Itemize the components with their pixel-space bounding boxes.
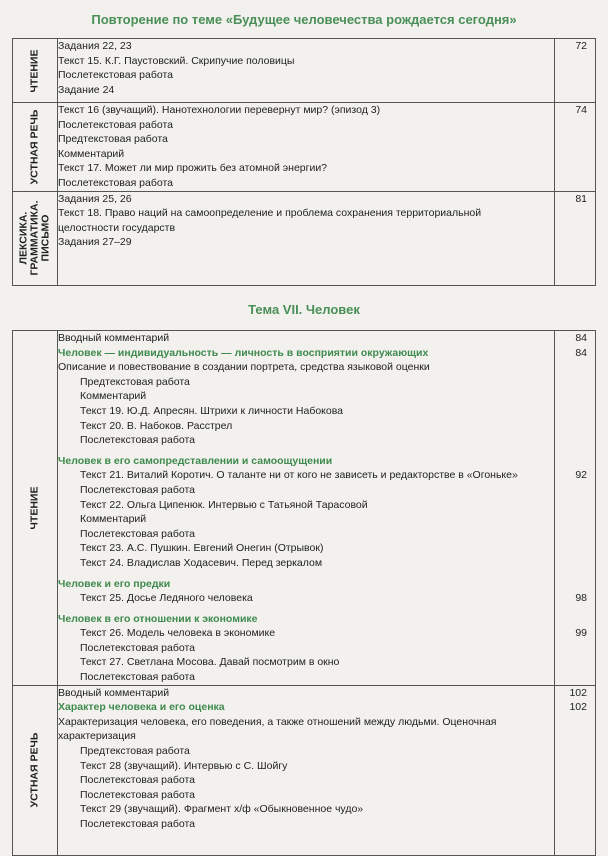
page-number: 99 bbox=[575, 627, 587, 640]
page-number: 92 bbox=[575, 469, 587, 482]
toc-entry: Послетекстовая работа bbox=[80, 788, 196, 801]
toc-entry: Задания 25, 26 bbox=[58, 192, 132, 205]
toc-entry: Предтекстовая работа bbox=[80, 745, 190, 758]
block-label-cell bbox=[13, 103, 58, 192]
toc-entry: Характеризация человека, его поведения, а также отношений между людьми. Оценочная bbox=[58, 715, 497, 728]
toc-entry: Послетекстовая работа bbox=[80, 434, 196, 447]
toc-entry: Текст 20. В. Набоков. Расстрел bbox=[80, 419, 233, 432]
toc-entry: Текст 25. Досье Ледяного человека bbox=[80, 592, 253, 605]
block-label: УСТНАЯ РЕЧЬ bbox=[28, 732, 41, 808]
section-title-theme7: Тема VII. Человек bbox=[248, 302, 360, 317]
toc-entry: Предтекстовая работа bbox=[80, 375, 190, 388]
page-number: 102 bbox=[569, 686, 587, 699]
toc-entry: Комментарий bbox=[58, 147, 125, 160]
toc-subsection-heading: Человек в его отношении к экономике bbox=[58, 612, 258, 625]
toc-subsection-heading: Человек и его предки bbox=[58, 577, 171, 590]
page-numbers bbox=[555, 39, 596, 103]
toc-entry: характеризация bbox=[58, 730, 136, 743]
toc-entry: Комментарий bbox=[80, 513, 147, 526]
page-numbers bbox=[555, 685, 596, 855]
page-numbers bbox=[555, 103, 596, 192]
toc-entry: Вводный комментарий bbox=[58, 332, 170, 344]
page-numbers bbox=[555, 331, 596, 686]
toc-entry: Текст 26. Модель человека в экономике bbox=[80, 627, 276, 640]
block-label-cell bbox=[13, 39, 58, 103]
page-numbers bbox=[555, 191, 596, 285]
block-label-cell bbox=[13, 331, 58, 686]
toc-entry: целостности государств bbox=[58, 221, 176, 234]
toc-entry: Текст 21. Виталий Коротич. О таланте ни от кого не зависеть и редакторстве в «Огоньке» bbox=[80, 469, 518, 482]
toc-subsection-heading: Характер человека и его оценка bbox=[58, 701, 225, 714]
toc-table-theme7 bbox=[12, 330, 596, 856]
block-label-cell bbox=[13, 191, 58, 285]
toc-entry: Текст 28 (звучащий). Интервью с С. Шойгу bbox=[80, 759, 288, 772]
toc-table-review bbox=[12, 38, 596, 286]
block-content bbox=[58, 39, 555, 103]
page-number: 81 bbox=[575, 192, 587, 205]
toc-entry: Задания 27–29 bbox=[58, 236, 132, 249]
page-number: 74 bbox=[575, 104, 587, 116]
toc-entry: Текст 17. Может ли мир прожить без атомной энергии? bbox=[58, 162, 328, 175]
toc-block-reading bbox=[13, 39, 596, 103]
toc-entry: Описание и повествование в создании портрета, средства языковой оценки bbox=[58, 361, 430, 374]
toc-entry: Послетекстовая работа bbox=[80, 527, 196, 540]
toc-entry: Комментарий bbox=[80, 390, 147, 403]
block-content bbox=[58, 191, 555, 285]
block-label: ЧТЕНИЕ bbox=[28, 49, 41, 92]
block-content bbox=[58, 685, 555, 855]
toc-entry: Текст 24. Владислав Ходасевич. Перед зеркалом bbox=[80, 556, 323, 569]
toc-entry: Задания 22, 23 bbox=[58, 40, 132, 52]
toc-entry: Текст 18. Право наций на самоопределение и проблема сохранения территориальной bbox=[58, 207, 482, 220]
toc-subsection-heading: Человек — индивидуальность — личность в восприятии окружающих bbox=[58, 346, 429, 359]
toc-block-lexis bbox=[13, 191, 596, 285]
toc-entry: Текст 19. Ю.Д. Апресян. Штрихи к личности Набокова bbox=[80, 404, 344, 417]
block-label: ЧТЕНИЕ bbox=[28, 486, 41, 530]
toc-entry: Задание 24 bbox=[58, 83, 115, 96]
toc-entry: Текст 29 (звучащий). Фрагмент х/ф «Обыкновенное чудо» bbox=[80, 803, 364, 816]
page-number: 98 bbox=[575, 592, 587, 605]
section-title-review: Повторение по теме «Будущее человечества рождается сегодня» bbox=[91, 12, 517, 27]
toc-entry: Текст 22. Ольга Ципенюк. Интервью с Татьяной Тарасовой bbox=[80, 498, 368, 511]
toc-block-speech bbox=[13, 103, 596, 192]
page-number: 84 bbox=[575, 346, 587, 359]
toc-entry: Предтекстовая работа bbox=[58, 133, 168, 146]
block-content bbox=[58, 331, 555, 686]
toc-entry: Текст 15. К.Г. Паустовский. Скрипучие половицы bbox=[58, 54, 295, 67]
block-label: УСТНАЯ РЕЧЬ bbox=[28, 109, 41, 185]
block-label-cell bbox=[13, 685, 58, 855]
toc-entry: Послетекстовая работа bbox=[58, 118, 174, 131]
toc-entry: Послетекстовая работа bbox=[80, 774, 196, 787]
toc-entry: Послетекстовая работа bbox=[80, 671, 196, 684]
toc-entry: Послетекстовая работа bbox=[80, 818, 196, 830]
page-number: 102 bbox=[569, 701, 587, 714]
toc-entry: Послетекстовая работа bbox=[80, 641, 196, 654]
toc-entry: Послетекстовая работа bbox=[58, 176, 174, 189]
block-content bbox=[58, 103, 555, 192]
toc-block-speech bbox=[13, 685, 596, 855]
toc-entry: Послетекстовая работа bbox=[80, 483, 196, 496]
block-label: ЛЕКСИКА. ГРАММАТИКА. ПИСЬМО bbox=[17, 200, 52, 276]
toc-entry: Текст 27. Светлана Мосова. Давай посмотрим в окно bbox=[80, 656, 340, 669]
toc-block-reading bbox=[13, 331, 596, 686]
toc-entry: Текст 23. А.С. Пушкин. Евгений Онегин (Отрывок) bbox=[80, 542, 324, 555]
toc-entry: Вводный комментарий bbox=[58, 686, 170, 699]
page-number: 84 bbox=[575, 332, 587, 344]
toc-entry: Текст 16 (звучащий). Нанотехнологии перевернут мир? (эпизод 3) bbox=[58, 104, 381, 116]
page-number: 72 bbox=[575, 40, 587, 52]
toc-entry: Послетекстовая работа bbox=[58, 69, 174, 82]
toc-subsection-heading: Человек в его самопредставлении и самоощущении bbox=[58, 454, 333, 467]
